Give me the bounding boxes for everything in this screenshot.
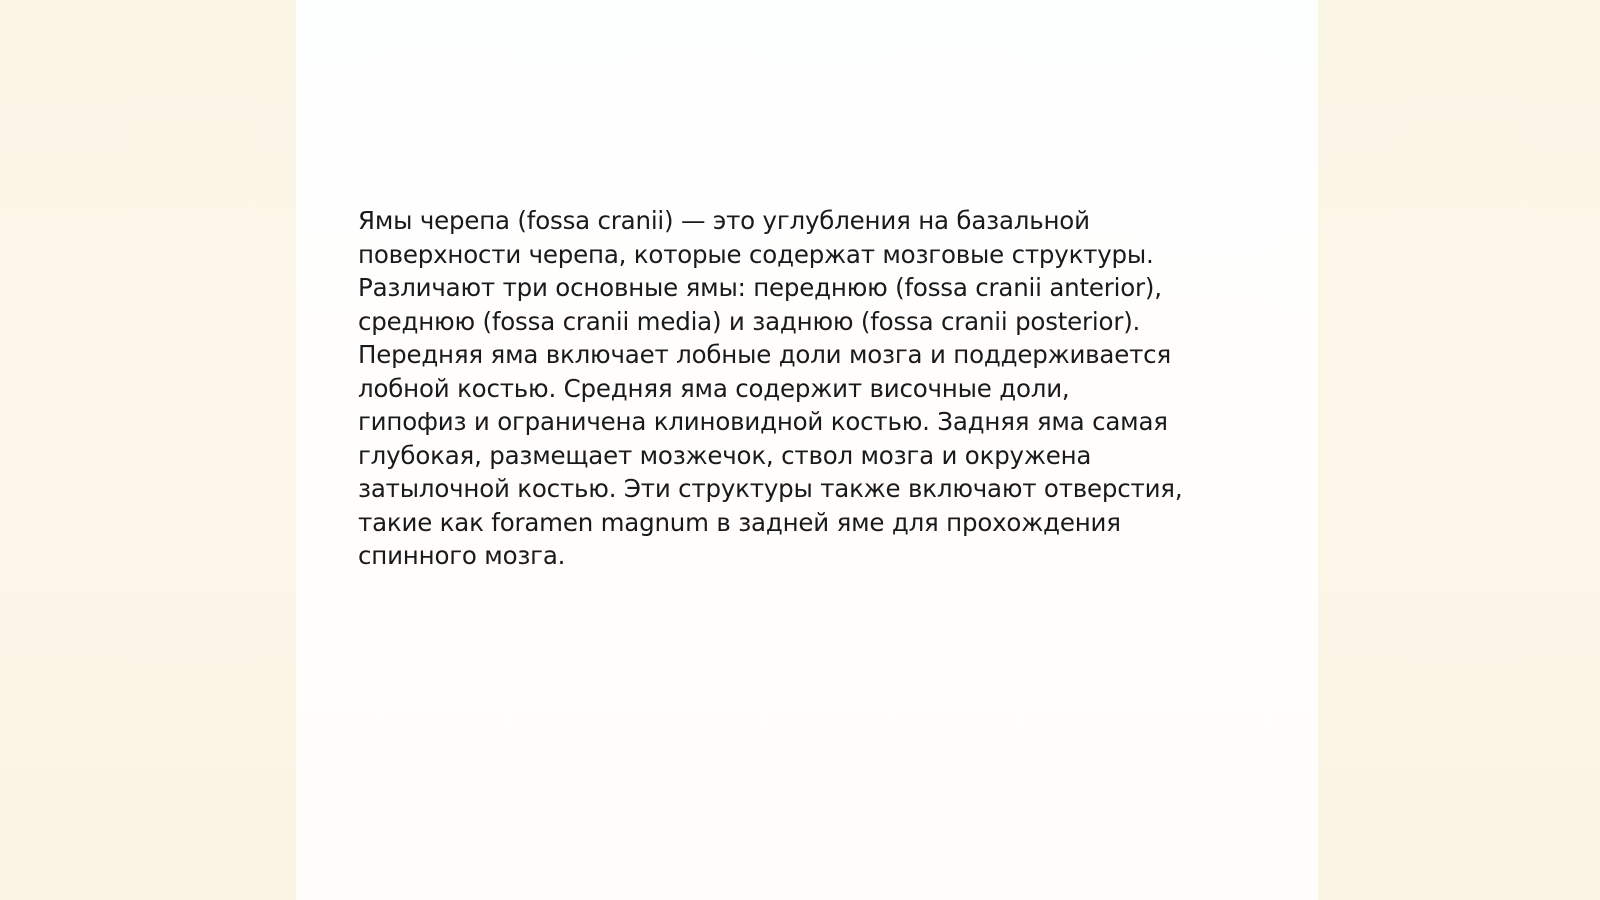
paragraph-line: лобной костью. Средняя яма содержит височные доли,	[358, 373, 1070, 403]
left-margin-background	[0, 0, 296, 900]
paragraph-line: Различают три основные ямы: переднюю (fossa cranii anterior),	[358, 273, 1162, 302]
paragraph-line: Ямы черепа (fossa cranii) — это углубления на базальной	[358, 206, 1090, 235]
paragraph-line: Передняя яма включает лобные доли мозга и поддерживается	[358, 340, 1171, 369]
right-margin-background	[1318, 0, 1600, 900]
paragraph-line: глубокая, размещает мозжечок, ствол мозга и окружена	[358, 440, 1092, 470]
paragraph-line: гипофиз и ограничена клиновидной костью. Задняя яма самая	[358, 407, 1168, 436]
paragraph-line: такие как foramen magnum в задней яме для прохождения	[358, 507, 1121, 537]
paragraph-line: спинного мозга.	[358, 541, 566, 570]
paragraph-line: поверхности черепа, которые содержат мозговые структуры.	[358, 239, 1154, 269]
body-paragraph	[358, 204, 1238, 573]
paragraph-line: среднюю (fossa cranii media) и заднюю (fossa cranii posterior).	[358, 306, 1141, 336]
document-page	[296, 0, 1318, 900]
paragraph-line: затылочной костью. Эти структуры также включают отверстия,	[358, 474, 1183, 503]
